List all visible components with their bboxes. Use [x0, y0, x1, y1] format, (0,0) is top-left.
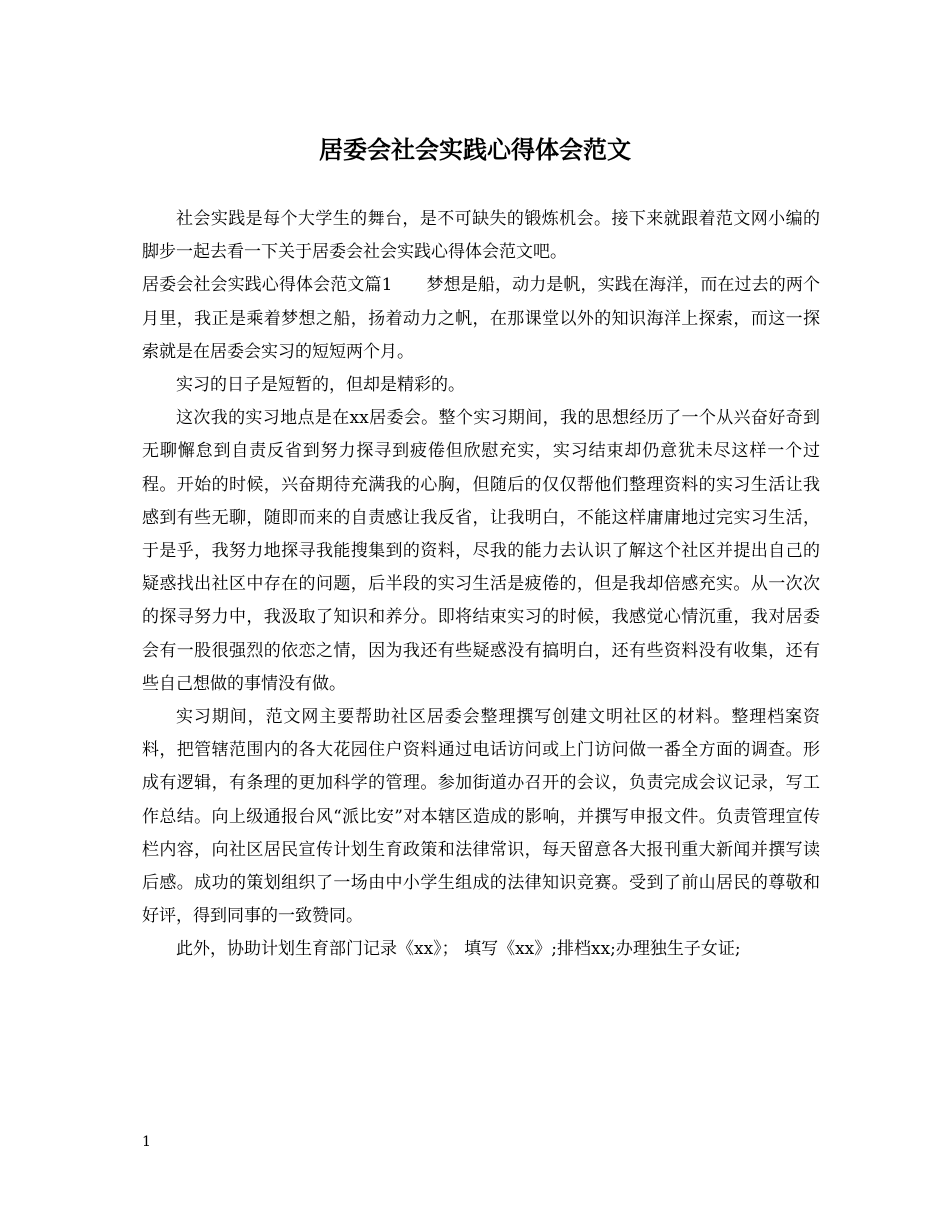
paragraph-internship-duties: 实习期间，范文网主要帮助社区居委会整理撰写创建文明社区的材料。整理档案资料，把管辖范围内的各大花园住户资料通过电话访问或上门访问做一番全方面的调查。形成有逻辑，有条理的更加科学的管理。参加街道办召开的会议，负责完成会议记录，写工作总结。向上级通报台风“派比安”对本辖区造成的影响，并撰写申报文件。负责管理宣传栏内容，向社区居民宣传计划生育政策和法律常识，每天留意各大报刊重大新闻并撰写读后感。成功的策划组织了一场由中小学生组成的法律知识竞赛。受到了前山居民的尊敬和好评，得到同事的一致赞同。 — [142, 707, 820, 927]
paragraph-additional-duties: 此外，协助计划生育部门记录《xx》； 填写《xx》;排档xx;办理独生子女证; — [176, 939, 741, 960]
document-title: 居委会社会实践心得体会范文 — [319, 135, 631, 164]
paragraph-short-days: 实习的日子是短暂的，但却是精彩的。 — [176, 375, 465, 396]
section-1-text: 梦想是船，动力是帆，实践在海洋，而在过去的两个月里，我正是乘着梦想之船，扬着动力之帆，在那课堂以外的知识海洋上探索，而这一探索就是在居委会实习的短短两个月。 — [142, 275, 820, 362]
document-body — [142, 203, 820, 967]
paragraph-intro: 社会实践是每个大学生的舞台，是不可缺失的锻炼机会。接下来就跟着范文网小编的脚步一起去看一下关于居委会社会实践心得体会范文吧。 — [142, 209, 820, 263]
paragraph-section-1 — [142, 269, 820, 369]
page-number: 1 — [142, 1134, 151, 1150]
paragraph-internship-experience: 这次我的实习地点是在xx居委会。整个实习期间，我的思想经历了一个从兴奋好奇到无聊懈怠到自责反省到努力探寻到疲倦但欣慰充实，实习结束却仍意犹未尽这样一个过程。开始的时候，兴奋期待充满我的心胸，但随后的仅仅帮他们整理资料的实习生活让我感到有些无聊，随即而来的自责感让我反省，让我明白，不能这样庸庸地过完实习生活，于是乎，我努力地探寻我能搜集到的资料，尽我的能力去认识了解这个社区并提出自己的疑惑找出社区中存在的问题，后半段的实习生活是疲倦的，但是我却倍感充实。从一次次的探寻努力中，我汲取了知识和养分。即将结束实习的时候，我感觉心情沉重，我对居委会有一股很强烈的依恋之情，因为我还有些疑惑没有搞明白，还有些资料没有收集，还有些自己想做的事情没有做。 — [142, 408, 820, 694]
section-heading: 居委会社会实践心得体会范文篇1 — [142, 275, 393, 296]
